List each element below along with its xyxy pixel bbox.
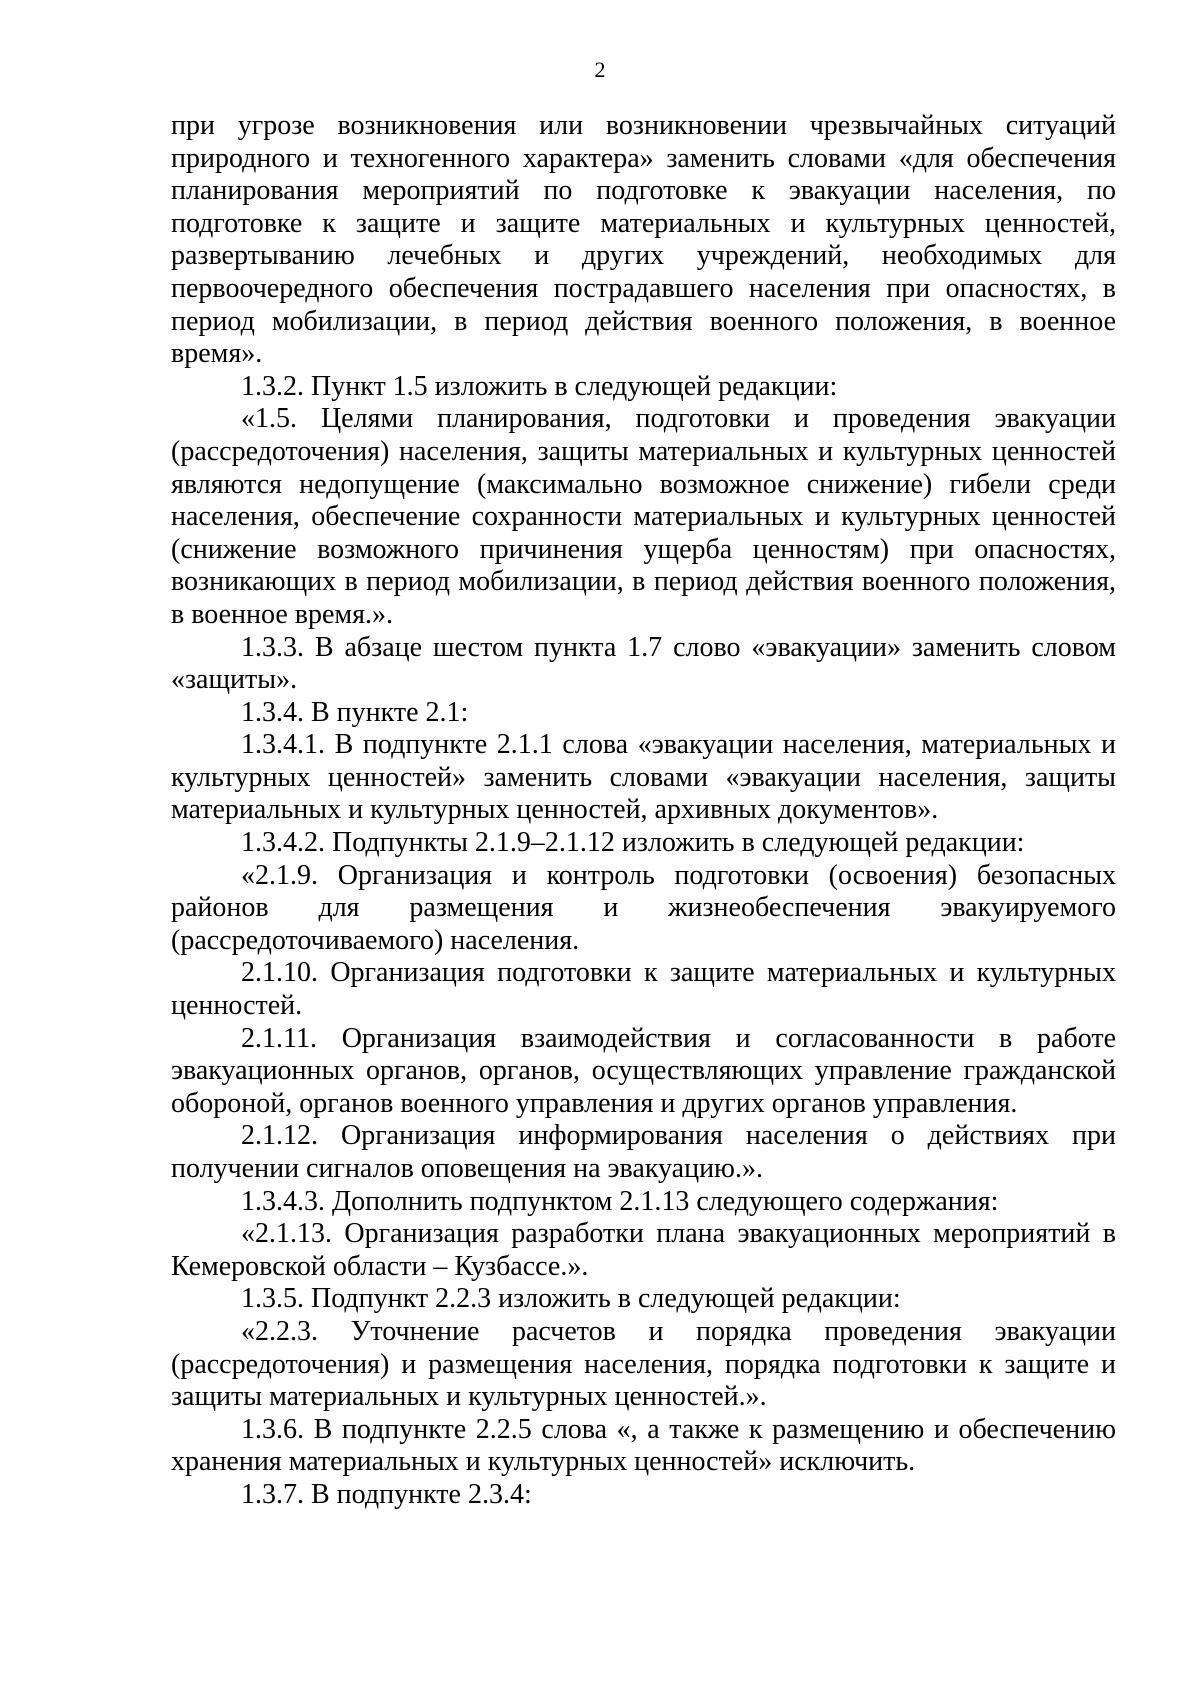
- paragraph-1-3-6: 1.3.6. В подпункте 2.2.5 слова «, а также к размещению и обеспечению хранения материальных и культурных ценностей» исключить.: [171, 1413, 1116, 1478]
- paragraph-2-1-9: «2.1.9. Организация и контроль подготовки (освоения) безопасных районов для размещения и жизнеобеспечения эвакуируемого (рассредоточиваемого) населения.: [171, 859, 1116, 956]
- paragraph-2-1-11: 2.1.11. Организация взаимодействия и согласованности в работе эвакуационных органов, органов, осуществляющих управление гражданской обороной, органов военного управления и других органов управления.: [171, 1022, 1116, 1119]
- paragraph-1-3-5: 1.3.5. Подпункт 2.2.3 изложить в следующей редакции:: [241, 1283, 901, 1315]
- paragraph-1-3-4-3: 1.3.4.3. Дополнить подпунктом 2.1.13 следующего содержания:: [241, 1185, 999, 1217]
- paragraph-1-3-4-2: 1.3.4.2. Подпункты 2.1.9–2.1.12 изложить в следующей редакции:: [241, 827, 1025, 859]
- document-body: [171, 110, 1116, 1512]
- paragraph-1-3-2: 1.3.2. Пункт 1.5 изложить в следующей редакции:: [241, 370, 838, 402]
- paragraph-1-3-7: 1.3.7. В подпункте 2.3.4:: [241, 1478, 532, 1510]
- paragraph-2-1-10: 2.1.10. Организация подготовки к защите материальных и культурных ценностей.: [171, 957, 1116, 1022]
- paragraph-1-3-4-1: 1.3.4.1. В подпункте 2.1.1 слова «эвакуации населения, материальных и культурных ценностей» заменить словами «эвакуации населения, защиты материальных и культурных ценностей, архивных документов».: [171, 729, 1116, 826]
- paragraph-2-1-12: 2.1.12. Организация информирования населения о действиях при получении сигналов оповещения на эвакуацию.».: [171, 1120, 1116, 1184]
- paragraph-continuation: при угрозе возникновения или возникновении чрезвычайных ситуаций природного и техногенного характера» заменить словами «для обеспечения планирования мероприятий по подготовке к эвакуации населения, по подготовке к защите и защите материальных и культурных ценностей, развертыванию лечебных и других учреждений, необходимых для первоочередного обеспечения пострадавшего населения при опасностях, в период мобилизации, в период действия военного положения, в военное время».: [171, 110, 1116, 370]
- paragraph-2-2-3: «2.2.3. Уточнение расчетов и порядка проведения эвакуации (рассредоточения) и размещения населения, порядка подготовки к защите и защиты материальных и культурных ценностей.».: [171, 1315, 1116, 1413]
- page-number: 2: [594, 57, 606, 82]
- paragraph-1-5-text: «1.5. Целями планирования, подготовки и проведения эвакуации (рассредоточения) населения, защиты материальных и культурных ценностей являются недопущение (максимально возможное снижение) гибели среди населения, обеспечение сохранности материальных и культурных ценностей (снижение возможного причинения ущерба ценностям) при опасностях, возникающих в период мобилизации, в период действия военного положения, в военное время.».: [171, 403, 1116, 630]
- paragraph-1-3-4: 1.3.4. В пункте 2.1:: [241, 696, 469, 728]
- paragraph-1-3-3: 1.3.3. В абзаце шестом пункта 1.7 слово «эвакуации» заменить словом «защиты».: [171, 631, 1116, 696]
- paragraph-2-1-13: «2.1.13. Организация разработки плана эвакуационных мероприятий в Кемеровской области – Кузбассе.».: [171, 1218, 1116, 1282]
